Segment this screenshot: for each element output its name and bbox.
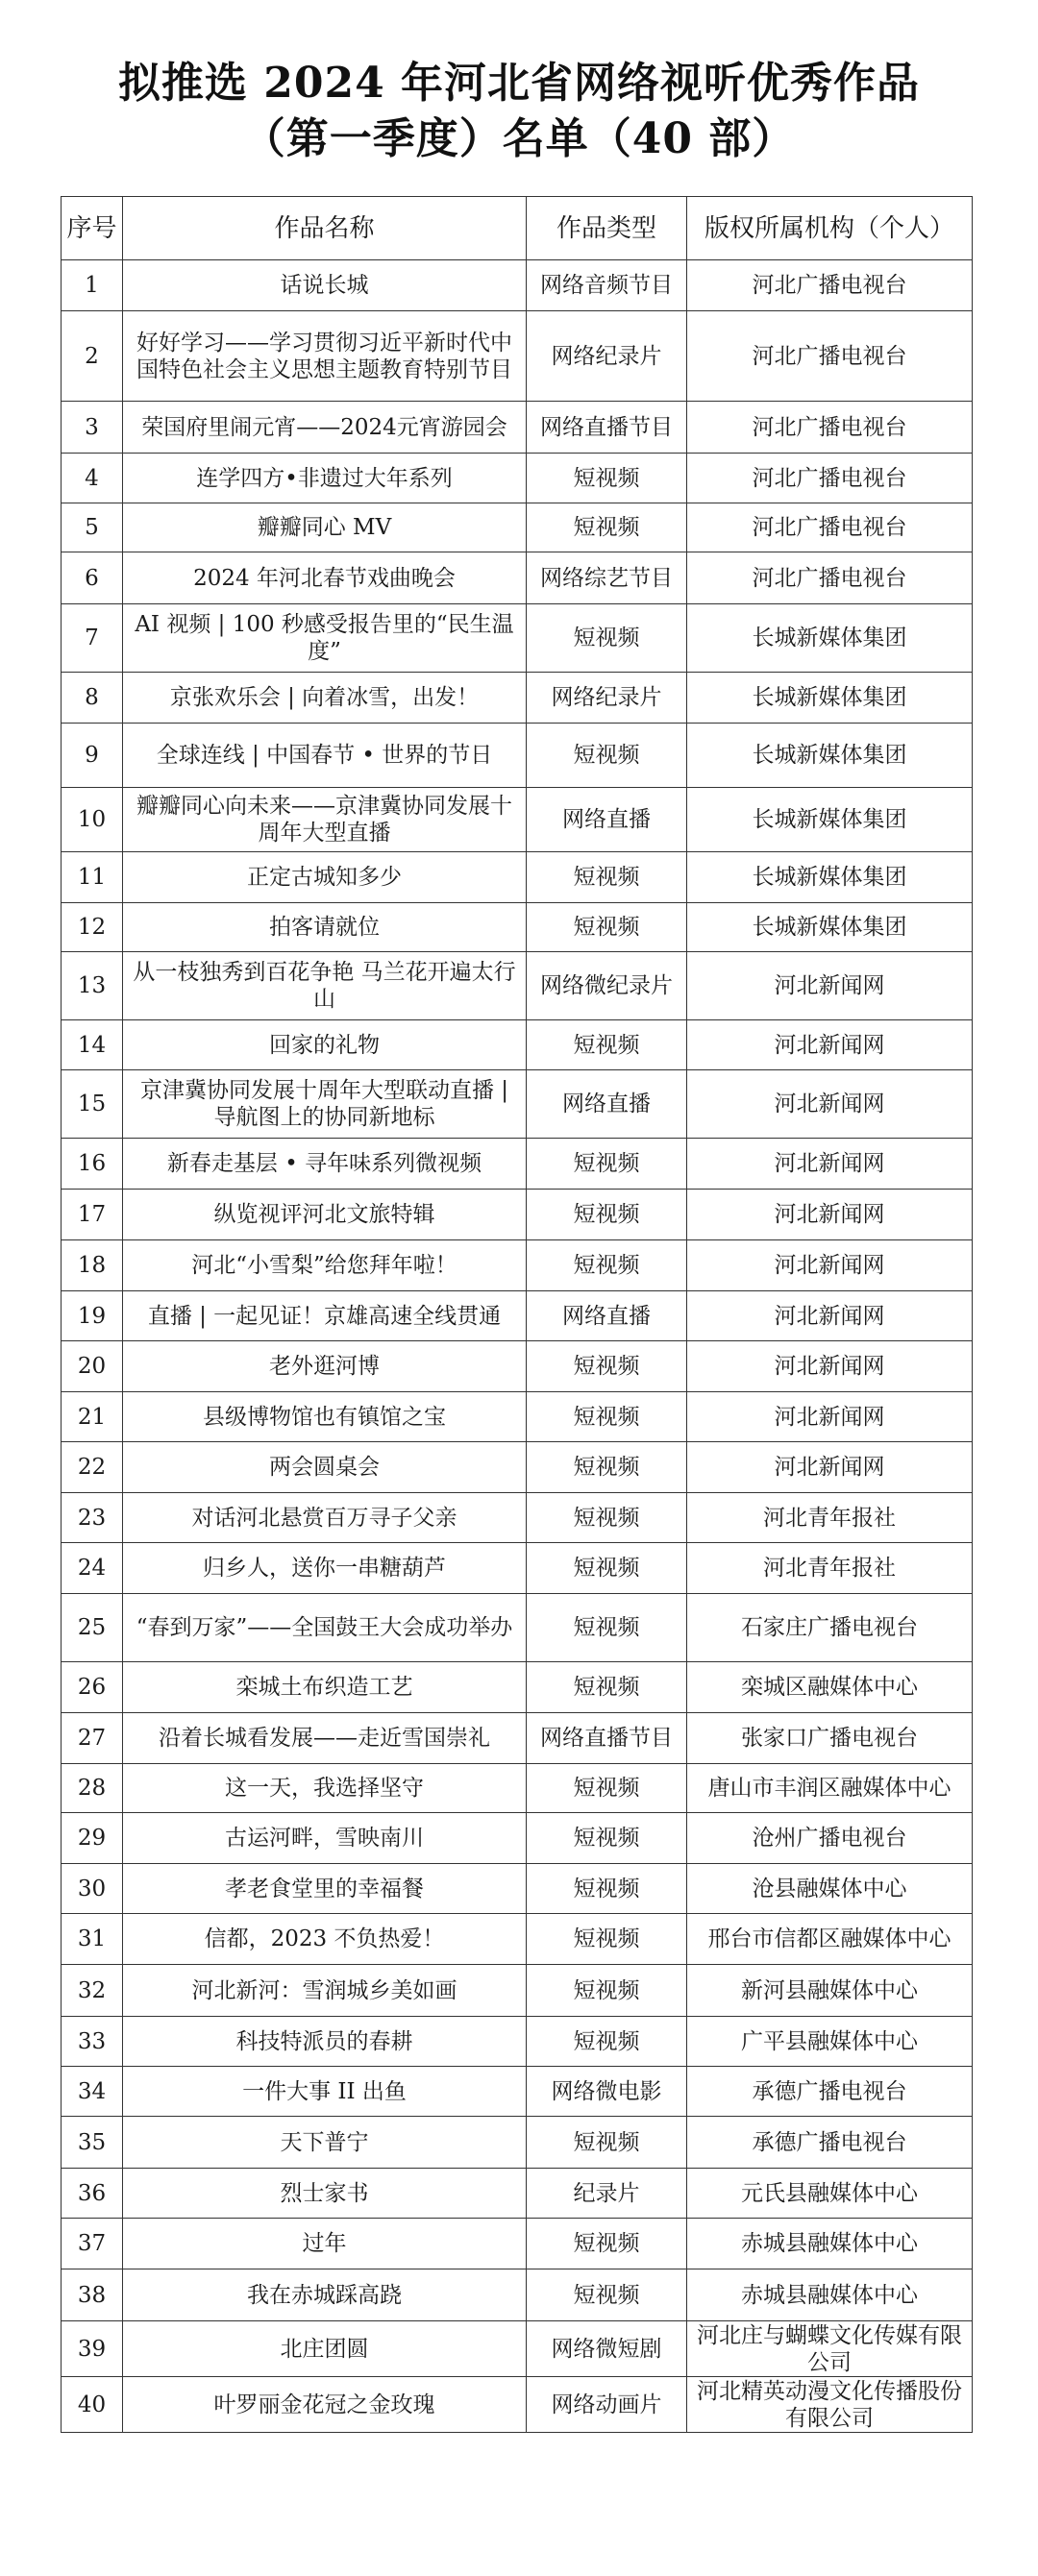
cell-name: 连学四方•非遗过大年系列 (123, 454, 527, 503)
cell-org: 河北新闻网 (687, 1442, 973, 1493)
cell-name: 拍客请就位 (123, 903, 527, 952)
table-row (62, 1070, 973, 1139)
cell-name: 这一天，我选择坚守 (123, 1764, 527, 1813)
table-row (62, 1965, 973, 2017)
cell-name: 孝老食堂里的幸福餐 (123, 1864, 527, 1914)
cell-type: 短视频 (527, 1139, 687, 1190)
cell-name: 一件大事 II 出鱼 (123, 2067, 527, 2117)
table-row (62, 724, 973, 788)
table-row (62, 952, 973, 1020)
table-row (62, 1139, 973, 1190)
cell-org: 邢台市信都区融媒体中心 (687, 1914, 973, 1965)
cell-org: 长城新媒体集团 (687, 724, 973, 788)
table-row (62, 604, 973, 673)
cell-index: 19 (62, 1291, 123, 1341)
cell-org: 赤城县融媒体中心 (687, 2219, 973, 2269)
cell-index: 11 (62, 852, 123, 903)
cell-type: 短视频 (527, 1392, 687, 1442)
cell-index: 20 (62, 1341, 123, 1392)
cell-name: 河北“小雪梨”给您拜年啦！ (123, 1240, 527, 1291)
cell-org: 河北青年报社 (687, 1493, 973, 1543)
table-row (62, 2269, 973, 2321)
cell-name: 古运河畔，雪映南川 (123, 1813, 527, 1864)
cell-org: 河北广播电视台 (687, 552, 973, 604)
cell-type: 网络微电影 (527, 2067, 687, 2117)
table-row (62, 260, 973, 311)
title-line-1: 拟推选 2024 年河北省网络视听优秀作品 (117, 59, 921, 108)
cell-index: 22 (62, 1442, 123, 1493)
cell-index: 39 (62, 2321, 123, 2377)
cell-type: 网络直播节目 (527, 1713, 687, 1764)
cell-name: 叶罗丽金花冠之金玫瑰 (123, 2377, 527, 2433)
cell-name: 直播 | 一起见证！京雄高速全线贯通 (123, 1291, 527, 1341)
cell-name: “春到万家”——全国鼓王大会成功举办 (123, 1594, 527, 1662)
table-row (62, 2017, 973, 2067)
cell-index: 38 (62, 2269, 123, 2321)
cell-name: 话说长城 (123, 260, 527, 311)
cell-name: 2024 年河北春节戏曲晚会 (123, 552, 527, 604)
cell-index: 23 (62, 1493, 123, 1543)
cell-name: 科技特派员的春耕 (123, 2017, 527, 2067)
cell-index: 18 (62, 1240, 123, 1291)
cell-index: 33 (62, 2017, 123, 2067)
cell-type: 网络纪录片 (527, 673, 687, 724)
cell-org: 长城新媒体集团 (687, 673, 973, 724)
cell-org: 栾城区融媒体中心 (687, 1662, 973, 1713)
cell-name: 河北新河：雪润城乡美如画 (123, 1965, 527, 2017)
cell-org: 张家口广播电视台 (687, 1713, 973, 1764)
cell-type: 短视频 (527, 852, 687, 903)
table-row (62, 2169, 973, 2219)
cell-org: 河北精英动漫文化传播股份有限公司 (687, 2377, 973, 2433)
cell-index: 28 (62, 1764, 123, 1813)
cell-index: 21 (62, 1392, 123, 1442)
table-row (62, 852, 973, 903)
table-row (62, 1392, 973, 1442)
cell-type: 短视频 (527, 2269, 687, 2321)
header-org: 版权所属机构（个人） (687, 197, 973, 260)
cell-org: 河北广播电视台 (687, 503, 973, 552)
cell-type: 短视频 (527, 1813, 687, 1864)
cell-type: 短视频 (527, 503, 687, 552)
cell-index: 6 (62, 552, 123, 604)
cell-name: 栾城土布织造工艺 (123, 1662, 527, 1713)
cell-type: 短视频 (527, 1543, 687, 1594)
table-row (62, 2067, 973, 2117)
cell-name: 新春走基层 • 寻年味系列微视频 (123, 1139, 527, 1190)
cell-name: 我在赤城踩高跷 (123, 2269, 527, 2321)
table-row (62, 2321, 973, 2377)
cell-org: 河北新闻网 (687, 1341, 973, 1392)
cell-name: 天下普宁 (123, 2117, 527, 2169)
title-line-2: （第一季度）名单（40 部） (242, 114, 796, 163)
cell-org: 沧县融媒体中心 (687, 1864, 973, 1914)
table-row (62, 2377, 973, 2433)
cell-index: 2 (62, 311, 123, 402)
cell-type: 短视频 (527, 1442, 687, 1493)
cell-type: 网络纪录片 (527, 311, 687, 402)
table-row (62, 903, 973, 952)
cell-org: 河北广播电视台 (687, 260, 973, 311)
cell-org: 石家庄广播电视台 (687, 1594, 973, 1662)
table-row (62, 1341, 973, 1392)
cell-index: 24 (62, 1543, 123, 1594)
cell-name: 对话河北悬赏百万寻子父亲 (123, 1493, 527, 1543)
table-row (62, 454, 973, 503)
cell-type: 短视频 (527, 1493, 687, 1543)
table-row (62, 2117, 973, 2169)
cell-name: 两会圆桌会 (123, 1442, 527, 1493)
table-row (62, 1864, 973, 1914)
table-row (62, 1493, 973, 1543)
cell-type: 短视频 (527, 604, 687, 673)
cell-name: 正定古城知多少 (123, 852, 527, 903)
cell-type: 短视频 (527, 1240, 687, 1291)
cell-name: 全球连线 | 中国春节 • 世界的节日 (123, 724, 527, 788)
cell-index: 34 (62, 2067, 123, 2117)
cell-org: 长城新媒体集团 (687, 852, 973, 903)
cell-org: 河北新闻网 (687, 952, 973, 1020)
cell-name: 回家的礼物 (123, 1020, 527, 1070)
table-row (62, 1442, 973, 1493)
cell-index: 13 (62, 952, 123, 1020)
cell-name: 荣国府里闹元宵——2024元宵游园会 (123, 402, 527, 454)
cell-index: 17 (62, 1190, 123, 1240)
cell-name: 从一枝独秀到百花争艳 马兰花开遍太行山 (123, 952, 527, 1020)
cell-type: 网络直播 (527, 1070, 687, 1139)
cell-index: 29 (62, 1813, 123, 1864)
table-row (62, 673, 973, 724)
cell-type: 短视频 (527, 1020, 687, 1070)
cell-org: 广平县融媒体中心 (687, 2017, 973, 2067)
cell-org: 承德广播电视台 (687, 2067, 973, 2117)
cell-type: 短视频 (527, 2017, 687, 2067)
cell-org: 河北庄与蝴蝶文化传媒有限公司 (687, 2321, 973, 2377)
cell-index: 10 (62, 788, 123, 852)
cell-type: 纪录片 (527, 2169, 687, 2219)
cell-type: 短视频 (527, 2117, 687, 2169)
cell-type: 网络微纪录片 (527, 952, 687, 1020)
table-row (62, 1914, 973, 1965)
table-row (62, 1291, 973, 1341)
cell-index: 37 (62, 2219, 123, 2269)
cell-org: 河北新闻网 (687, 1070, 973, 1139)
cell-name: 京津冀协同发展十周年大型联动直播 | 导航图上的协同新地标 (123, 1070, 527, 1139)
cell-name: 烈士家书 (123, 2169, 527, 2219)
cell-name: 瓣瓣同心 MV (123, 503, 527, 552)
cell-index: 36 (62, 2169, 123, 2219)
table-row (62, 311, 973, 402)
cell-type: 短视频 (527, 1341, 687, 1392)
cell-index: 27 (62, 1713, 123, 1764)
cell-org: 河北青年报社 (687, 1543, 973, 1594)
cell-type: 短视频 (527, 2219, 687, 2269)
cell-type: 网络综艺节目 (527, 552, 687, 604)
cell-index: 31 (62, 1914, 123, 1965)
header-name: 作品名称 (123, 197, 527, 260)
table-row (62, 1190, 973, 1240)
cell-org: 河北广播电视台 (687, 311, 973, 402)
cell-index: 40 (62, 2377, 123, 2433)
cell-name: 纵览视评河北文旅特辑 (123, 1190, 527, 1240)
cell-name: 京张欢乐会 | 向着冰雪，出发！ (123, 673, 527, 724)
cell-type: 短视频 (527, 903, 687, 952)
table-header-row (62, 197, 973, 260)
cell-org: 河北广播电视台 (687, 454, 973, 503)
cell-type: 网络直播节目 (527, 402, 687, 454)
table-row (62, 1240, 973, 1291)
cell-org: 长城新媒体集团 (687, 788, 973, 852)
cell-org: 河北广播电视台 (687, 402, 973, 454)
cell-type: 网络直播 (527, 1291, 687, 1341)
cell-index: 3 (62, 402, 123, 454)
cell-org: 河北新闻网 (687, 1240, 973, 1291)
cell-name: AI 视频 | 100 秒感受报告里的“民生温度” (123, 604, 527, 673)
table-row (62, 788, 973, 852)
cell-type: 短视频 (527, 1662, 687, 1713)
cell-org: 河北新闻网 (687, 1392, 973, 1442)
cell-index: 35 (62, 2117, 123, 2169)
cell-org: 元氏县融媒体中心 (687, 2169, 973, 2219)
header-index: 序号 (62, 197, 123, 260)
cell-type: 短视频 (527, 1190, 687, 1240)
cell-org: 唐山市丰润区融媒体中心 (687, 1764, 973, 1813)
table-row (62, 1813, 973, 1864)
cell-type: 短视频 (527, 1965, 687, 2017)
table-row (62, 2219, 973, 2269)
cell-index: 32 (62, 1965, 123, 2017)
works-table (61, 196, 973, 2433)
cell-type: 短视频 (527, 1764, 687, 1813)
cell-name: 北庄团圆 (123, 2321, 527, 2377)
cell-index: 26 (62, 1662, 123, 1713)
cell-index: 15 (62, 1070, 123, 1139)
cell-index: 9 (62, 724, 123, 788)
cell-index: 5 (62, 503, 123, 552)
table-row (62, 1543, 973, 1594)
cell-type: 短视频 (527, 1594, 687, 1662)
cell-name: 归乡人，送你一串糖葫芦 (123, 1543, 527, 1594)
cell-name: 沿着长城看发展——走近雪国崇礼 (123, 1713, 527, 1764)
cell-org: 河北新闻网 (687, 1190, 973, 1240)
cell-name: 瓣瓣同心向未来——京津冀协同发展十周年大型直播 (123, 788, 527, 852)
cell-type: 网络动画片 (527, 2377, 687, 2433)
cell-name: 县级博物馆也有镇馆之宝 (123, 1392, 527, 1442)
cell-org: 赤城县融媒体中心 (687, 2269, 973, 2321)
cell-org: 长城新媒体集团 (687, 903, 973, 952)
cell-index: 7 (62, 604, 123, 673)
cell-name: 信都，2023 不负热爱！ (123, 1914, 527, 1965)
cell-index: 14 (62, 1020, 123, 1070)
cell-type: 网络直播 (527, 788, 687, 852)
cell-type: 短视频 (527, 724, 687, 788)
table-row (62, 1764, 973, 1813)
cell-index: 16 (62, 1139, 123, 1190)
table-row (62, 552, 973, 604)
cell-org: 承德广播电视台 (687, 2117, 973, 2169)
cell-index: 1 (62, 260, 123, 311)
table-row (62, 1020, 973, 1070)
cell-type: 网络微短剧 (527, 2321, 687, 2377)
cell-index: 12 (62, 903, 123, 952)
document-title (0, 56, 1038, 167)
table-row (62, 1662, 973, 1713)
cell-org: 新河县融媒体中心 (687, 1965, 973, 2017)
cell-type: 网络音频节目 (527, 260, 687, 311)
cell-name: 好好学习——学习贯彻习近平新时代中国特色社会主义思想主题教育特别节目 (123, 311, 527, 402)
table-row (62, 1713, 973, 1764)
cell-type: 短视频 (527, 1864, 687, 1914)
table-row (62, 503, 973, 552)
cell-index: 8 (62, 673, 123, 724)
header-type: 作品类型 (527, 197, 687, 260)
cell-name: 过年 (123, 2219, 527, 2269)
table-row (62, 402, 973, 454)
cell-index: 4 (62, 454, 123, 503)
cell-type: 短视频 (527, 454, 687, 503)
cell-index: 25 (62, 1594, 123, 1662)
cell-org: 河北新闻网 (687, 1139, 973, 1190)
cell-name: 老外逛河博 (123, 1341, 527, 1392)
table-row (62, 1594, 973, 1662)
cell-org: 河北新闻网 (687, 1020, 973, 1070)
cell-org: 沧州广播电视台 (687, 1813, 973, 1864)
cell-type: 短视频 (527, 1914, 687, 1965)
cell-org: 河北新闻网 (687, 1291, 973, 1341)
cell-org: 长城新媒体集团 (687, 604, 973, 673)
cell-index: 30 (62, 1864, 123, 1914)
